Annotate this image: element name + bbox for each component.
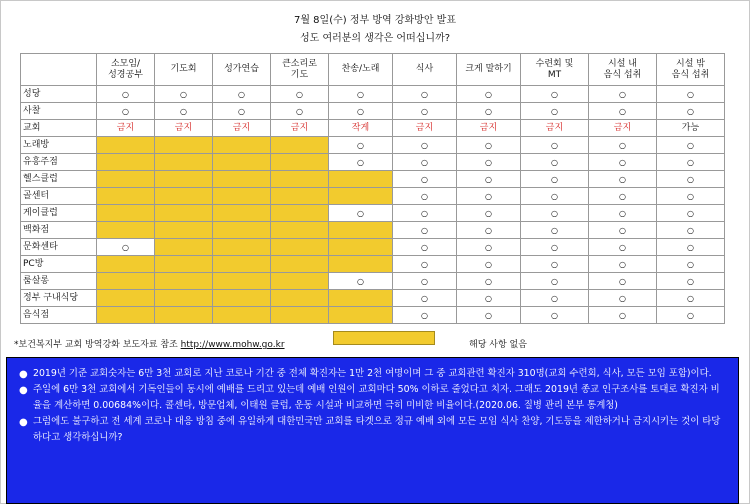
table-row bbox=[21, 188, 725, 205]
table-cell: ○ bbox=[657, 239, 725, 256]
bullet-text: 그럼에도 불구하고 전 세계 코로나 대응 방침 중에 유일하게 대한민국만 교회를 타겟으로 정규 예배 외에 모든 모임 식사 찬양, 기도등을 제한하거나 금지시키는 것이 타당하다고 생각하십니까? bbox=[33, 416, 721, 443]
not-applicable-cell bbox=[97, 290, 155, 307]
table-cell: ○ bbox=[393, 86, 457, 103]
table-cell: ○ bbox=[589, 137, 657, 154]
table-cell: ○ bbox=[521, 239, 589, 256]
not-applicable-cell bbox=[213, 137, 271, 154]
bullet-circle-icon: ● bbox=[19, 369, 28, 380]
table-cell: ○ bbox=[271, 86, 329, 103]
table-cell: ○ bbox=[457, 86, 521, 103]
table-cell: ○ bbox=[521, 188, 589, 205]
table-cell: ○ bbox=[521, 222, 589, 239]
row-label: 게이클럽 bbox=[21, 205, 97, 222]
table-cell: ○ bbox=[521, 290, 589, 307]
table-cell: 금지 bbox=[97, 120, 155, 137]
table-row bbox=[21, 256, 725, 273]
legend-label: 해당 사항 없음 bbox=[469, 340, 527, 350]
table-cell: ○ bbox=[657, 256, 725, 273]
not-applicable-cell bbox=[213, 239, 271, 256]
corner-cell bbox=[21, 54, 97, 86]
not-applicable-cell bbox=[97, 273, 155, 290]
table-cell: ○ bbox=[521, 256, 589, 273]
not-applicable-cell bbox=[329, 171, 393, 188]
not-applicable-cell bbox=[97, 137, 155, 154]
legend-swatch bbox=[333, 331, 435, 345]
not-applicable-cell bbox=[271, 256, 329, 273]
header bbox=[0, 12, 750, 48]
not-applicable-cell bbox=[97, 171, 155, 188]
table-cell: ○ bbox=[657, 222, 725, 239]
table-cell: ○ bbox=[589, 273, 657, 290]
not-applicable-cell bbox=[329, 222, 393, 239]
column-header bbox=[657, 54, 725, 86]
not-applicable-cell bbox=[271, 239, 329, 256]
row-label: 교회 bbox=[21, 120, 97, 137]
source-note bbox=[14, 337, 285, 350]
table-cell: ○ bbox=[521, 154, 589, 171]
not-applicable-cell bbox=[271, 307, 329, 324]
not-applicable-cell bbox=[271, 222, 329, 239]
not-applicable-cell bbox=[155, 154, 213, 171]
table-cell: ○ bbox=[657, 103, 725, 120]
column-header bbox=[213, 54, 271, 86]
table-cell: ○ bbox=[521, 171, 589, 188]
table-cell: ○ bbox=[589, 290, 657, 307]
table-cell: ○ bbox=[329, 154, 393, 171]
row-label: 문화센타 bbox=[21, 239, 97, 256]
table-cell: ○ bbox=[589, 256, 657, 273]
table-cell: ○ bbox=[521, 307, 589, 324]
table-cell: ○ bbox=[657, 273, 725, 290]
not-applicable-cell bbox=[213, 154, 271, 171]
not-applicable-cell bbox=[155, 205, 213, 222]
table-cell: ○ bbox=[97, 239, 155, 256]
table-cell: ○ bbox=[657, 307, 725, 324]
column-header-line: 음식 섭취 bbox=[671, 69, 710, 80]
not-applicable-cell bbox=[271, 290, 329, 307]
not-applicable-cell bbox=[155, 307, 213, 324]
table-cell: ○ bbox=[589, 205, 657, 222]
bullet-item bbox=[19, 382, 728, 414]
table-cell: ○ bbox=[657, 171, 725, 188]
column-header-line: 크게 말하기 bbox=[465, 64, 512, 74]
column-header-line: 성경공부 bbox=[108, 69, 143, 80]
bullet-circle-icon: ● bbox=[19, 417, 28, 428]
table-cell: ○ bbox=[589, 171, 657, 188]
column-header bbox=[589, 54, 657, 86]
table-cell: ○ bbox=[457, 137, 521, 154]
table-cell: 금지 bbox=[213, 120, 271, 137]
row-label: 정부 구내식당 bbox=[21, 290, 97, 307]
page-title: 7월 8일(수) 정부 방역 강화방안 발표 bbox=[293, 15, 456, 26]
table-cell: ○ bbox=[521, 137, 589, 154]
column-header bbox=[393, 54, 457, 86]
bullet-circle-icon: ● bbox=[19, 385, 28, 396]
column-header bbox=[521, 54, 589, 86]
not-applicable-cell bbox=[97, 154, 155, 171]
table-cell: ○ bbox=[393, 239, 457, 256]
table-cell: ○ bbox=[657, 154, 725, 171]
not-applicable-cell bbox=[155, 137, 213, 154]
table-cell: ○ bbox=[457, 256, 521, 273]
not-applicable-cell bbox=[329, 256, 393, 273]
not-applicable-cell bbox=[329, 188, 393, 205]
page-subtitle: 성도 여러분의 생각은 어떠십니까? bbox=[299, 33, 451, 44]
not-applicable-cell bbox=[155, 256, 213, 273]
table-cell: ○ bbox=[657, 290, 725, 307]
not-applicable-cell bbox=[155, 290, 213, 307]
table-cell: ○ bbox=[457, 222, 521, 239]
bullet-text: 주일에 6만 3천 교회에서 기독인들이 동시에 예배를 드리고 있는데 예배 인원이 교회마다 50% 이하로 줄었다고 치자. 그래도 2019년 종교 인구조사를 토대로 확진자 비율을 계산하면 0.00684%이다. 콜센타, 방문업체, 이태원 클럽, 운동 시설과 비교하면 극히 미비한 비율이다.(2020.06. 질병 관리 본부 통계청) bbox=[33, 384, 720, 411]
column-header-line: 기도회 bbox=[170, 64, 197, 74]
column-header bbox=[329, 54, 393, 86]
comparison-table bbox=[20, 53, 725, 324]
not-applicable-cell bbox=[213, 256, 271, 273]
column-header-line: MT bbox=[547, 69, 562, 80]
table-row bbox=[21, 290, 725, 307]
table-cell: 금지 bbox=[155, 120, 213, 137]
table-cell: ○ bbox=[657, 188, 725, 205]
table-cell: ○ bbox=[393, 222, 457, 239]
table-cell: 금지 bbox=[271, 120, 329, 137]
not-applicable-cell bbox=[271, 154, 329, 171]
table-cell: ○ bbox=[657, 205, 725, 222]
table-cell: ○ bbox=[155, 103, 213, 120]
not-applicable-cell bbox=[213, 188, 271, 205]
table-cell: ○ bbox=[393, 103, 457, 120]
table-row bbox=[21, 307, 725, 324]
table-cell: ○ bbox=[329, 205, 393, 222]
not-applicable-cell bbox=[155, 239, 213, 256]
not-applicable-cell bbox=[155, 222, 213, 239]
not-applicable-cell bbox=[213, 273, 271, 290]
info-panel bbox=[6, 357, 739, 504]
row-label: PC방 bbox=[21, 256, 97, 273]
bullet-text: 2019년 기준 교회숫자는 6만 3천 교회로 지난 코로나 기간 중 전체 확진자는 1만 2천 여명이며 그 중 교회관련 확진자 310명(교회 수련회, 식사, 모든 모임 포함)이다. bbox=[33, 368, 712, 379]
not-applicable-cell bbox=[213, 205, 271, 222]
source-note-text: *보건복지부 교회 방역강화 보도자료 참조 bbox=[14, 340, 178, 350]
table-row bbox=[21, 222, 725, 239]
table-cell: ○ bbox=[589, 86, 657, 103]
table-cell: ○ bbox=[393, 205, 457, 222]
column-header bbox=[457, 54, 521, 86]
table-cell: ○ bbox=[457, 103, 521, 120]
not-applicable-cell bbox=[97, 222, 155, 239]
table-row bbox=[21, 171, 725, 188]
row-label: 백화점 bbox=[21, 222, 97, 239]
table-cell: ○ bbox=[521, 86, 589, 103]
row-label: 룸살롱 bbox=[21, 273, 97, 290]
column-header-line: 소모임/ bbox=[110, 58, 141, 69]
table-cell: ○ bbox=[589, 222, 657, 239]
table-row bbox=[21, 239, 725, 256]
table-row bbox=[21, 86, 725, 103]
table-row bbox=[21, 103, 725, 120]
row-label: 음식점 bbox=[21, 307, 97, 324]
table-cell: ○ bbox=[393, 154, 457, 171]
column-header-line: 식사 bbox=[415, 64, 434, 74]
table-cell: ○ bbox=[589, 307, 657, 324]
table-cell: ○ bbox=[271, 103, 329, 120]
table-cell: ○ bbox=[329, 273, 393, 290]
not-applicable-cell bbox=[271, 205, 329, 222]
table-cell: 금지 bbox=[393, 120, 457, 137]
not-applicable-cell bbox=[213, 222, 271, 239]
not-applicable-cell bbox=[97, 256, 155, 273]
row-label: 유흥주점 bbox=[21, 154, 97, 171]
table-cell: ○ bbox=[457, 307, 521, 324]
row-label: 노래방 bbox=[21, 137, 97, 154]
table-cell: ○ bbox=[521, 103, 589, 120]
column-header-line: 시설 내 bbox=[608, 58, 637, 69]
table-row bbox=[21, 154, 725, 171]
column-header bbox=[271, 54, 329, 86]
column-header-line: 기도 bbox=[290, 69, 309, 80]
table-cell: ○ bbox=[589, 239, 657, 256]
table-cell: ○ bbox=[393, 273, 457, 290]
column-header-line: 큰소리로 bbox=[282, 58, 317, 69]
column-header bbox=[97, 54, 155, 86]
not-applicable-cell bbox=[155, 273, 213, 290]
table-cell: ○ bbox=[521, 273, 589, 290]
not-applicable-cell bbox=[213, 171, 271, 188]
table-cell: 작게 bbox=[329, 120, 393, 137]
table-body bbox=[21, 86, 725, 324]
not-applicable-cell bbox=[329, 307, 393, 324]
row-label: 성당 bbox=[21, 86, 97, 103]
table-cell: ○ bbox=[213, 86, 271, 103]
not-applicable-cell bbox=[97, 188, 155, 205]
table-cell: ○ bbox=[457, 239, 521, 256]
column-header-line: 음식 섭취 bbox=[603, 69, 642, 80]
row-label: 헬스클럽 bbox=[21, 171, 97, 188]
table-cell: ○ bbox=[457, 205, 521, 222]
table-cell: ○ bbox=[657, 137, 725, 154]
not-applicable-cell bbox=[271, 188, 329, 205]
table-cell: 가능 bbox=[657, 120, 725, 137]
table-cell: ○ bbox=[97, 86, 155, 103]
not-applicable-cell bbox=[271, 273, 329, 290]
table-row bbox=[21, 120, 725, 137]
table-cell: ○ bbox=[393, 256, 457, 273]
not-applicable-cell bbox=[329, 290, 393, 307]
table-cell: ○ bbox=[457, 154, 521, 171]
row-label: 골센터 bbox=[21, 188, 97, 205]
table-cell: ○ bbox=[457, 171, 521, 188]
not-applicable-cell bbox=[329, 239, 393, 256]
column-header-line: 수련회 및 bbox=[535, 58, 574, 69]
column-header-line: 성가연습 bbox=[224, 64, 259, 74]
table-row bbox=[21, 273, 725, 290]
table-cell: ○ bbox=[589, 154, 657, 171]
source-link[interactable]: http://www.mohw.go.kr bbox=[180, 340, 285, 350]
table-cell: ○ bbox=[589, 103, 657, 120]
column-header-line: 찬송/노래 bbox=[341, 64, 380, 74]
not-applicable-cell bbox=[155, 171, 213, 188]
column-header bbox=[155, 54, 213, 86]
table-cell: ○ bbox=[657, 86, 725, 103]
table-cell: ○ bbox=[329, 86, 393, 103]
not-applicable-cell bbox=[97, 205, 155, 222]
table-cell: ○ bbox=[393, 188, 457, 205]
table-cell: ○ bbox=[329, 137, 393, 154]
table-cell: ○ bbox=[457, 290, 521, 307]
not-applicable-cell bbox=[271, 171, 329, 188]
table-header-row bbox=[21, 54, 725, 86]
table-row bbox=[21, 205, 725, 222]
table-cell: ○ bbox=[213, 103, 271, 120]
table-cell: ○ bbox=[457, 188, 521, 205]
table-cell: ○ bbox=[393, 290, 457, 307]
table-cell: ○ bbox=[329, 103, 393, 120]
not-applicable-cell bbox=[213, 290, 271, 307]
table-cell: ○ bbox=[393, 137, 457, 154]
table-cell: 금지 bbox=[589, 120, 657, 137]
not-applicable-cell bbox=[213, 307, 271, 324]
bullet-item bbox=[19, 366, 728, 382]
table-cell: ○ bbox=[457, 273, 521, 290]
table-cell: 금지 bbox=[457, 120, 521, 137]
table-cell: ○ bbox=[521, 205, 589, 222]
table-cell: ○ bbox=[155, 86, 213, 103]
bullet-item bbox=[19, 414, 728, 446]
table-cell: 금지 bbox=[521, 120, 589, 137]
not-applicable-cell bbox=[97, 307, 155, 324]
column-header-line: 시설 밖 bbox=[676, 58, 705, 69]
not-applicable-cell bbox=[155, 188, 213, 205]
table-cell: ○ bbox=[97, 103, 155, 120]
table-cell: ○ bbox=[393, 171, 457, 188]
not-applicable-cell bbox=[271, 137, 329, 154]
table-row bbox=[21, 137, 725, 154]
table-cell: ○ bbox=[589, 188, 657, 205]
row-label: 사찰 bbox=[21, 103, 97, 120]
table-cell: ○ bbox=[393, 307, 457, 324]
